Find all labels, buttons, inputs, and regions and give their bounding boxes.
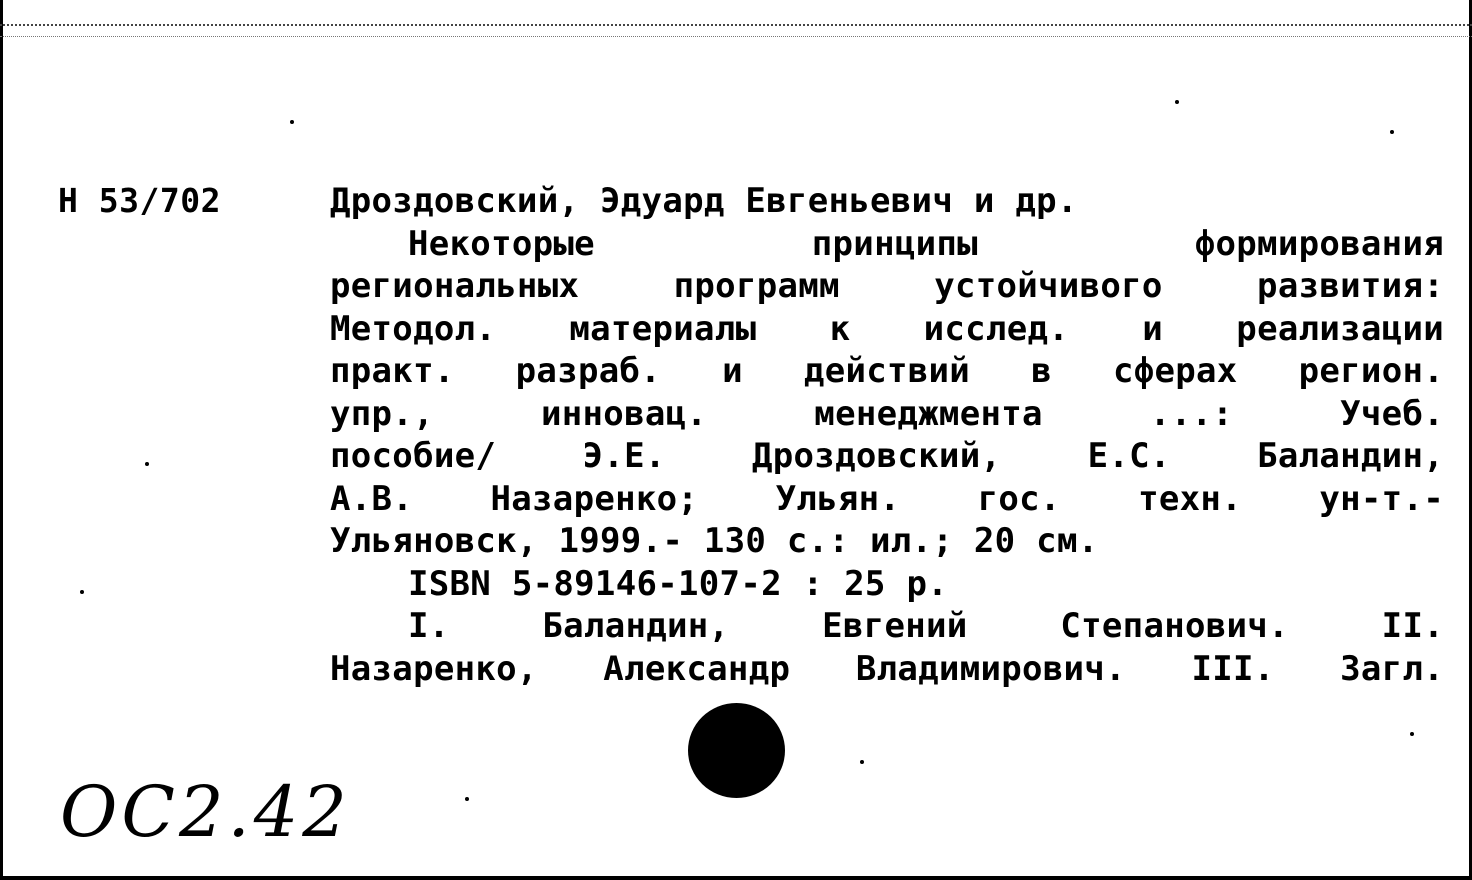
entry-line: Методол. материалы к исслед. и реализации <box>330 308 1444 349</box>
scan-speck <box>80 590 84 594</box>
scan-speck <box>145 462 149 466</box>
shelfmark: Н 53/702 <box>58 181 221 220</box>
punch-hole-icon <box>688 703 785 798</box>
entry-line: региональных программ устойчивого развития: <box>330 266 1444 306</box>
entry-line-title: Некоторые принципы формирования <box>408 223 1444 264</box>
scan-speck <box>465 797 469 801</box>
scan-speck <box>1410 732 1414 736</box>
entry-line-isbn: ISBN 5-89146-107-2 : 25 р. <box>408 563 949 604</box>
entry-line: пособие/ Э.Е. Дроздовский, Е.С. Баландин, <box>330 436 1444 476</box>
scan-speck <box>1175 100 1179 104</box>
card-border-left <box>0 0 3 880</box>
card-top-rule <box>0 24 1472 26</box>
entry-heading: Дроздовский, Эдуард Евгеньевич и др. <box>330 181 1078 221</box>
entry-line: практ. разраб. и действий в сферах регион. <box>330 351 1444 391</box>
card-border-bottom <box>0 876 1472 880</box>
card-top-rule-secondary <box>0 36 1472 37</box>
entry-line: А.В. Назаренко; Ульян. гос. техн. ун-т.- <box>330 478 1444 519</box>
entry-line-imprint: Ульяновск, 1999.- 130 с.: ил.; 20 см. <box>330 521 1099 561</box>
scan-speck <box>290 120 294 124</box>
entry-line-added-entries-cont: Назаренко, Александр Владимирович. III. Загл. <box>330 648 1444 689</box>
bibliographic-entry <box>330 180 1444 690</box>
entry-line: упр., инновац. менеджмента ...: Учеб. <box>330 393 1444 434</box>
scan-speck <box>860 760 864 764</box>
handwritten-call-number: ОС2.42 <box>60 771 351 853</box>
scan-speck <box>1390 130 1394 134</box>
entry-line-added-entries: I. Баландин, Евгений Степанович. II. <box>408 606 1444 646</box>
